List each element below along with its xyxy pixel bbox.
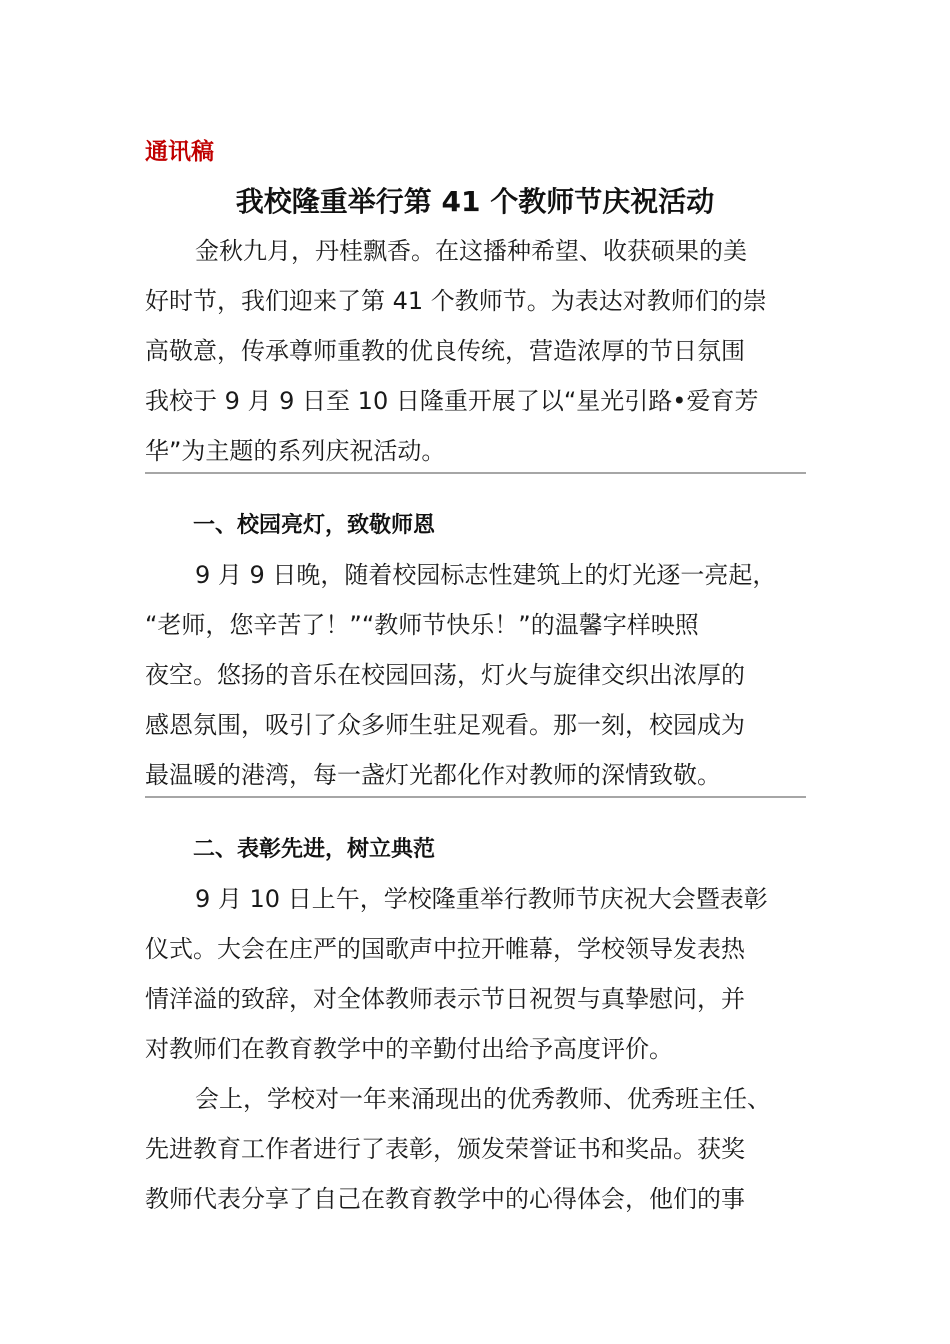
paragraph-line: “老师，您辛苦了！”“教师节快乐！”的温馨字样映照 <box>145 611 699 639</box>
paragraph-line: 夜空。悠扬的音乐在校园回荡，灯火与旋律交织出浓厚的 <box>145 661 745 689</box>
intro-paragraph <box>145 226 815 476</box>
section2-paragraph-2 <box>145 1074 815 1224</box>
paragraph-line: 对教师们在教育教学中的辛勤付出给予高度评价。 <box>145 1035 673 1063</box>
section1-paragraph <box>145 550 815 800</box>
paragraph-line: 9 月 9 日晚，随着校园标志性建筑上的灯光逐一亮起， <box>195 561 777 589</box>
paragraph-line: 情洋溢的致辞，对全体教师表示节日祝贺与真挚慰问，并 <box>145 985 745 1013</box>
paragraph-line: 先进教育工作者进行了表彰，颁发荣誉证书和奖品。获奖 <box>145 1135 745 1163</box>
paragraph-line: 感恩氛围，吸引了众多师生驻足观看。那一刻，校园成为 <box>145 711 745 739</box>
section-heading: 一、校园亮灯，致敬师恩 <box>193 513 436 538</box>
paragraph-line: 我校于 9 月 9 日至 10 日隆重开展了以“星光引路•爱育芳 <box>145 387 759 415</box>
section2-paragraph-1 <box>145 874 815 1074</box>
paragraph-line: 好时节，我们迎来了第 41 个教师节。为表达对教师们的崇 <box>145 287 767 315</box>
paragraph-line: 仪式。大会在庄严的国歌声中拉开帷幕，学校领导发表热 <box>145 935 745 963</box>
paragraph-line: 金秋九月，丹桂飘香。在这播种希望、收获硕果的美 <box>195 237 747 265</box>
section-divider <box>145 472 806 474</box>
paragraph-line: 9 月 10 日上午，学校隆重举行教师节庆祝大会暨表彰 <box>195 885 768 913</box>
section-heading: 二、表彰先进，树立典范 <box>193 837 436 862</box>
article-title: 我校隆重举行第 41 个教师节庆祝活动 <box>235 185 715 218</box>
section-divider <box>145 796 806 798</box>
paragraph-line: 最温暖的港湾，每一盏灯光都化作对教师的深情致敬。 <box>145 761 721 789</box>
paragraph-line: 教师代表分享了自己在教育教学中的心得体会，他们的事 <box>145 1185 745 1213</box>
paragraph-line: 高敬意，传承尊师重教的优良传统，营造浓厚的节日氛围 <box>145 337 745 365</box>
paragraph-line: 会上，学校对一年来涌现出的优秀教师、优秀班主任、 <box>195 1085 771 1113</box>
paragraph-line: 华”为主题的系列庆祝活动。 <box>145 437 446 465</box>
doc-type-label: 通讯稿 <box>145 139 214 165</box>
